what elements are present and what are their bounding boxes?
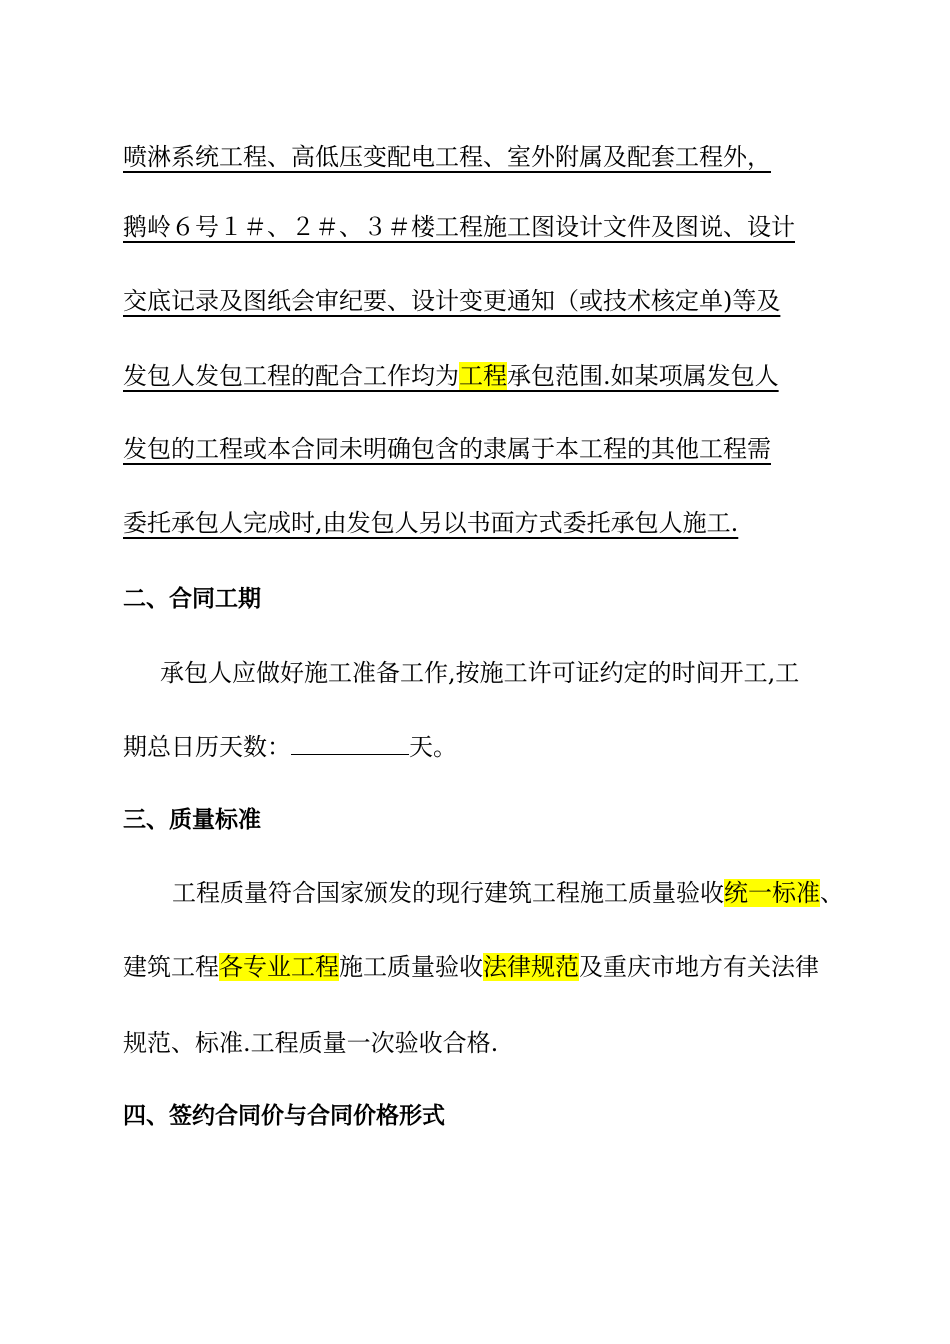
scope-line-5	[123, 432, 771, 466]
scope-line-2	[123, 210, 795, 244]
period-text-2a: 期总日历天数：	[123, 733, 291, 761]
scope-text-6: 委托承包人完成时,由发包人另以书面方式委托承包人施工.	[123, 509, 739, 537]
scope-line-6	[123, 506, 738, 540]
quality-line-2	[123, 950, 819, 984]
scope-text-2: 鹅岭６号１＃、２＃、３＃楼工程施工图设计文件及图说、设计	[123, 213, 795, 241]
scope-line-4	[123, 359, 779, 393]
days-blank-field	[291, 732, 409, 755]
period-text-1: 承包人应做好施工准备工作,按施工许可证约定的时间开工,工	[160, 659, 800, 687]
scope-line-1	[123, 140, 771, 174]
heading-quality-standard: 三、质量标准	[123, 807, 261, 833]
scope-text-4a: 发包人发包工程的配合工作均为	[123, 362, 459, 390]
quality-text-2a: 建筑工程	[123, 953, 219, 981]
highlight-gongcheng: 工程	[459, 362, 507, 390]
heading-contract-price: 四、签约合同价与合同价格形式	[123, 1103, 445, 1129]
quality-text-2c: 施工质量验收	[339, 953, 483, 981]
scope-text-3: 交底记录及图纸会审纪要、设计变更通知（或技术核定单)等及	[123, 287, 781, 315]
period-line-1	[160, 656, 799, 690]
quality-line-3	[123, 1026, 498, 1060]
quality-line-1	[172, 876, 844, 910]
highlight-unified-standard: 统一标准	[724, 879, 820, 907]
heading-contract-period: 二、合同工期	[123, 586, 261, 612]
highlight-specialty-works: 各专业工程	[219, 953, 339, 981]
scope-text-1: 喷淋系统工程、高低压变配电工程、室外附属及配套工程外，	[123, 143, 771, 171]
period-text-2b: 天。	[409, 733, 457, 761]
quality-text-1c: 、	[820, 879, 844, 907]
quality-text-1a: 工程质量符合国家颁发的现行建筑工程施工质量验收	[172, 879, 724, 907]
quality-text-3: 规范、标准.工程质量一次验收合格.	[123, 1029, 499, 1057]
highlight-legal-norms: 法律规范	[483, 953, 579, 981]
scope-text-4c: 承包范围.如某项属发包人	[507, 362, 779, 390]
quality-text-2e: 及重庆市地方有关法律	[579, 953, 819, 981]
scope-text-5: 发包的工程或本合同未明确包含的隶属于本工程的其他工程需	[123, 435, 771, 463]
period-line-2	[123, 730, 457, 764]
scope-line-3	[123, 284, 780, 318]
